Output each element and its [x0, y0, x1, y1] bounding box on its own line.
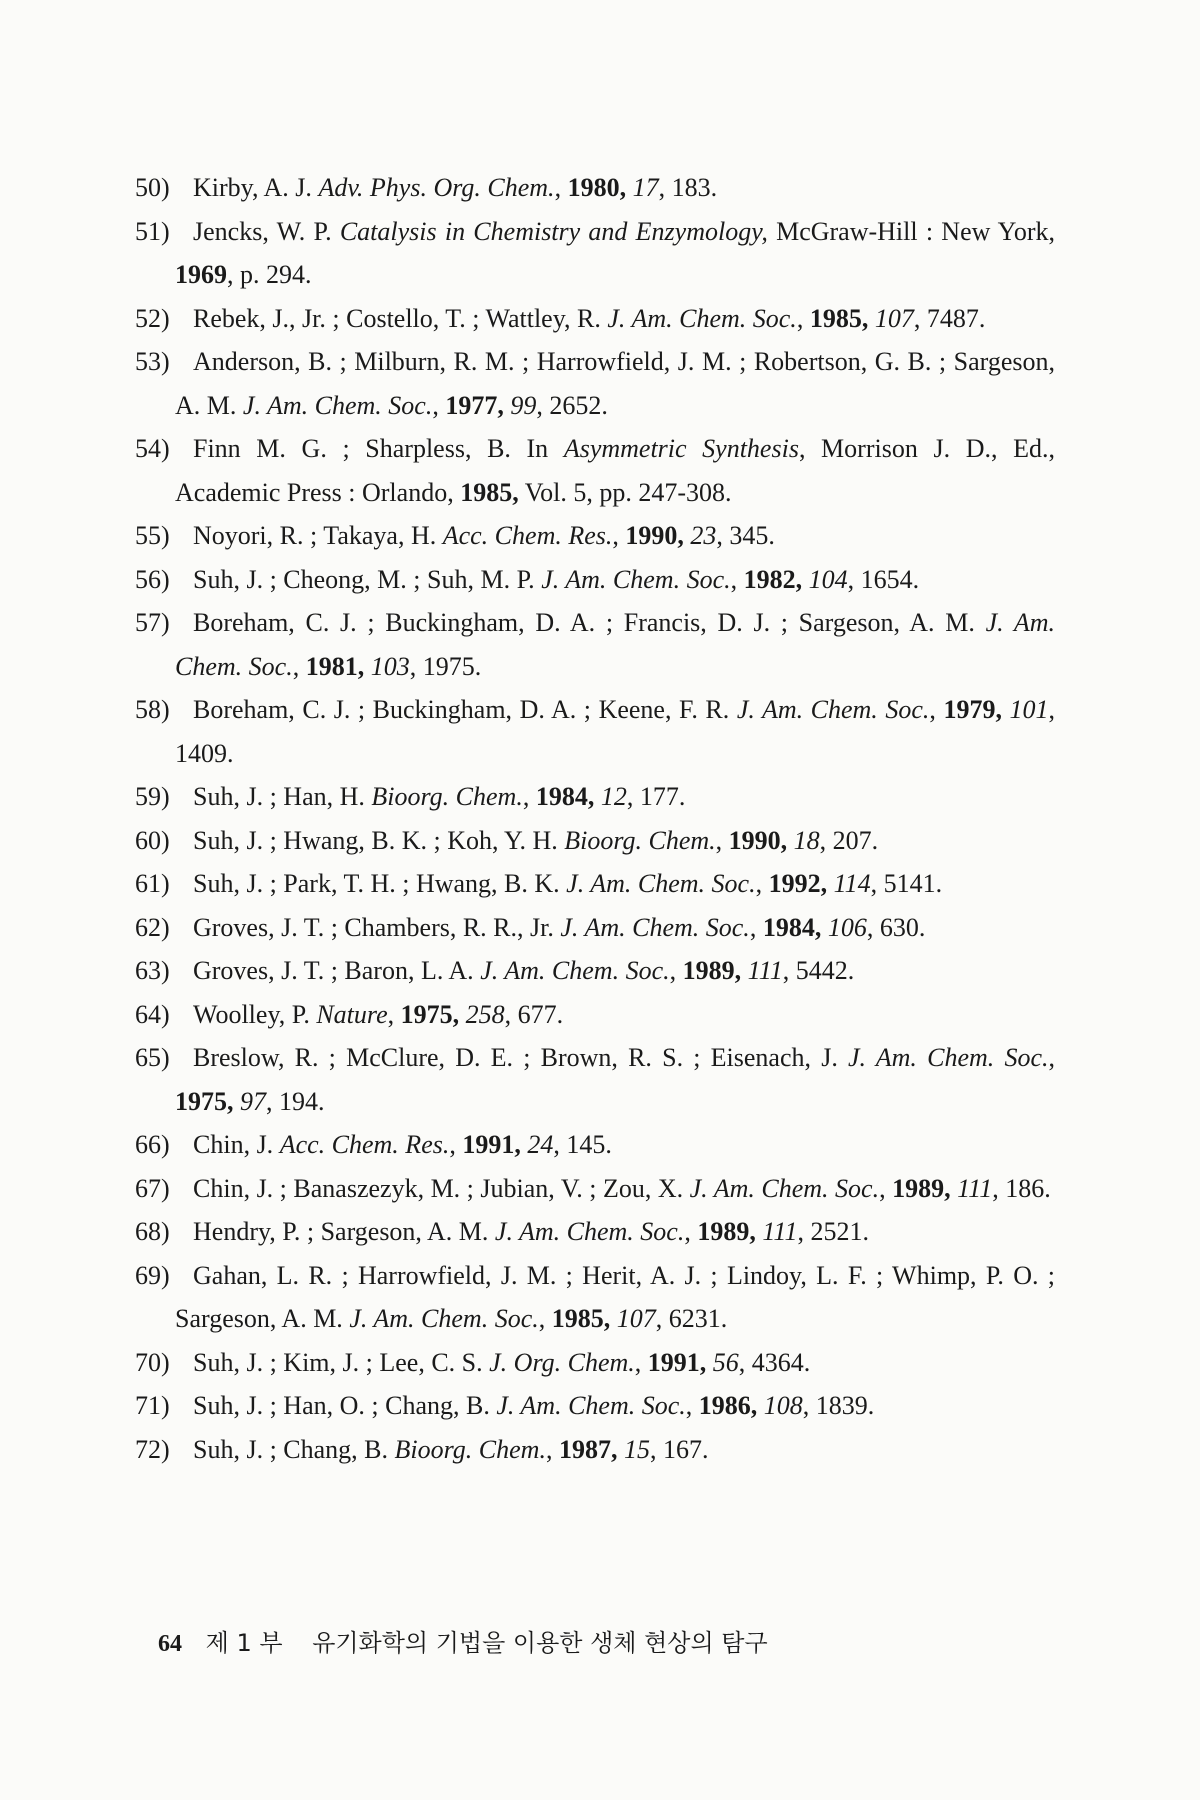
reference-text: , 1409. [175, 695, 1055, 768]
reference-year: 1975, [175, 1086, 234, 1116]
reference-italic-text: J. Am. Chem. Soc. [242, 390, 433, 420]
reference-year: 1984, [535, 782, 595, 811]
reference-italic-text: 12 [594, 782, 627, 811]
reference-italic-text: 15 [617, 1434, 650, 1464]
reference-text: , [449, 1130, 463, 1159]
reference-year: 1985, [551, 1304, 611, 1333]
reference-italic-text: Adv. Phys. Org. Chem. [318, 173, 555, 202]
reference-italic-text: 24 [520, 1130, 554, 1159]
reference-text: Suh, J. ; Han, O. ; Chang, B. [193, 1391, 497, 1420]
reference-text: , p. 294. [227, 260, 312, 289]
reference-number: 62) [135, 912, 170, 942]
reference-italic-text: Catalysis in Chemistry and Enzymology, [339, 216, 768, 246]
reference-text: , 5141. [870, 869, 943, 898]
reference-italic-text: J. Am. Chem. Soc. [689, 1173, 880, 1203]
reference-text: , [554, 173, 568, 202]
reference-text: , 1839. [802, 1391, 875, 1420]
reference-text: , 1654. [847, 564, 920, 594]
reference-italic-text: 106 [821, 912, 867, 942]
reference-italic-text: Bioorg. Chem. [394, 1434, 546, 1464]
reference-text: , [879, 1173, 893, 1203]
reference-text: Boreham, C. J. ; Buckingham, D. A. ; Keene, F. R. [193, 695, 737, 724]
reference-text: , 186. [992, 1173, 1051, 1203]
reference-year: 1977, [445, 390, 504, 420]
reference-italic-text: J. Am. Chem. Soc. [480, 956, 670, 985]
reference-text: , [669, 956, 683, 985]
reference-list [135, 166, 1055, 1471]
reference-number: 72) [135, 1434, 170, 1464]
reference-italic-text: Acc. Chem. Res. [442, 521, 613, 550]
reference-year: 1975, [400, 999, 460, 1029]
reference-italic-text: J. Am. Chem. Soc. [494, 1217, 685, 1246]
reference-item [135, 601, 1055, 688]
reference-text: Hendry, P. ; Sargeson, A. M. [193, 1217, 495, 1246]
reference-text: , 345. [716, 521, 775, 550]
reference-year: 1990, [625, 521, 684, 550]
reference-text: , [387, 999, 401, 1029]
reference-item [135, 514, 1055, 558]
reference-number: 58) [135, 695, 170, 724]
reference-text: , [612, 521, 626, 550]
reference-italic-text: J. Am. Chem. Soc. [541, 564, 731, 594]
reference-year: 1985, [460, 477, 519, 507]
reference-item [135, 340, 1055, 427]
reference-italic-text: 107 [610, 1304, 656, 1333]
reference-text: , 5442. [782, 956, 855, 985]
reference-italic-text: J. Org. Chem. [489, 1347, 635, 1377]
reference-italic-text: 101 [1001, 695, 1049, 724]
reference-text: , [929, 695, 944, 724]
reference-item [135, 1341, 1055, 1385]
reference-year: 1987, [558, 1434, 618, 1464]
page-footer [158, 1628, 768, 1659]
reference-text: , 1975. [409, 651, 482, 681]
reference-text: , [730, 564, 744, 594]
reference-italic-text: Bioorg. Chem. [371, 782, 523, 811]
reference-item [135, 427, 1055, 514]
reference-item [135, 1254, 1055, 1341]
reference-italic-text: Asymmetric Synthesis [563, 434, 799, 463]
reference-text: , [292, 651, 306, 681]
reference-year: 1989, [697, 1217, 756, 1246]
reference-item [135, 775, 1055, 819]
reference-italic-text: J. Am. Chem. Soc. [736, 695, 930, 724]
reference-item [135, 297, 1055, 341]
reference-italic-text: 17 [626, 173, 659, 202]
reference-text: Jencks, W. P. [193, 216, 340, 246]
reference-text: , [538, 1304, 552, 1333]
reference-year: 1969 [175, 260, 227, 289]
reference-text: , [755, 869, 769, 898]
reference-text: Breslow, R. ; McClure, D. E. ; Brown, R. S. ; Eisenach, J. [193, 1043, 849, 1072]
page-number: 64 [158, 1631, 182, 1657]
reference-number: 56) [135, 564, 170, 594]
reference-year: 1981, [305, 651, 365, 681]
reference-italic-text: J. Am. Chem. Soc. [566, 869, 756, 898]
reference-text: Woolley, P. [193, 999, 317, 1029]
reference-text: , 4364. [738, 1347, 811, 1377]
reference-text: , 2521. [797, 1217, 869, 1246]
reference-item [135, 558, 1055, 602]
reference-item [135, 1210, 1055, 1254]
reference-number: 61) [135, 869, 170, 898]
reference-text: Suh, J. ; Hwang, B. K. ; Koh, Y. H. [193, 825, 565, 855]
reference-text: , [685, 1391, 699, 1420]
reference-number: 52) [135, 303, 170, 333]
reference-italic-text: J. Am. Chem. Soc. [560, 912, 750, 942]
reference-number: 50) [135, 173, 170, 202]
reference-text: , 145. [553, 1130, 612, 1159]
reference-year: 1986, [698, 1391, 758, 1420]
reference-number: 53) [135, 347, 170, 376]
reference-italic-text: 97 [233, 1086, 266, 1116]
reference-text: , 194. [266, 1086, 325, 1116]
reference-number: 59) [135, 782, 170, 811]
reference-text: Suh, J. ; Kim, J. ; Lee, C. S. [193, 1347, 490, 1377]
reference-text: , 7487. [913, 303, 986, 333]
reference-text: Suh, J. ; Park, T. H. ; Hwang, B. K. [193, 869, 567, 898]
reference-year: 1980, [567, 173, 627, 202]
reference-text: , Morrison J. D., Ed., Academic Press : Orlando, [175, 434, 1055, 507]
reference-italic-text: Nature [316, 999, 388, 1029]
reference-italic-text: 104 [802, 564, 848, 594]
reference-year: 1990, [728, 825, 788, 855]
reference-italic-text: Acc. Chem. Res. [279, 1130, 450, 1159]
reference-item [135, 210, 1055, 297]
reference-number: 65) [135, 1043, 170, 1072]
reference-year: 1985, [809, 303, 869, 333]
reference-item [135, 1123, 1055, 1167]
reference-number: 55) [135, 521, 170, 550]
reference-italic-text: J. Am. Chem. Soc. [349, 1304, 539, 1333]
reference-text: Gahan, L. R. ; Harrowfield, J. M. ; Herit, A. J. ; Lindoy, L. F. ; Whimp, P. O. ; Sargeson, A. M. [175, 1260, 1055, 1333]
reference-text: Groves, J. T. ; Baron, L. A. [193, 956, 481, 985]
reference-text: , [432, 390, 446, 420]
reference-text: Chin, J. [193, 1130, 280, 1159]
reference-text: Boreham, C. J. ; Buckingham, D. A. ; Francis, D. J. ; Sargeson, A. M. [193, 608, 986, 637]
reference-text: Suh, J. ; Cheong, M. ; Suh, M. P. [193, 564, 542, 594]
reference-item [135, 688, 1055, 775]
reference-text: , [522, 782, 536, 811]
reference-item [135, 819, 1055, 863]
reference-number: 54) [135, 434, 170, 463]
reference-italic-text: J. Am. Chem. Soc. [175, 608, 1055, 681]
reference-italic-text: 111 [741, 956, 783, 985]
reference-year: 1989, [682, 956, 742, 985]
part-label: 제 1 부 [205, 1629, 283, 1657]
reference-text: , [634, 1347, 648, 1377]
reference-italic-text: 23 [683, 521, 717, 550]
reference-text: , [796, 303, 810, 333]
reference-year: 1991, [462, 1130, 521, 1159]
reference-item [135, 949, 1055, 993]
reference-number: 51) [135, 216, 170, 246]
reference-italic-text: 56 [706, 1347, 739, 1377]
reference-italic-text: 108 [757, 1391, 803, 1420]
reference-number: 68) [135, 1217, 170, 1246]
reference-text: Chin, J. ; Banaszezyk, M. ; Jubian, V. ; Zou, X. [193, 1173, 690, 1203]
reference-text: Kirby, A. J. [193, 173, 319, 202]
reference-text: , 677. [504, 999, 564, 1029]
reference-text: Finn M. G. ; Sharpless, B. In [193, 434, 564, 463]
reference-italic-text: 114 [827, 869, 871, 898]
reference-text: McGraw-Hill : New York, [767, 216, 1055, 246]
reference-number: 66) [135, 1130, 170, 1159]
reference-text: , 630. [866, 912, 926, 942]
reference-text: , 167. [649, 1434, 709, 1464]
reference-italic-text: J. Am. Chem. Soc. [848, 1043, 1049, 1072]
reference-year: 1991, [647, 1347, 707, 1377]
reference-item [135, 1428, 1055, 1472]
reference-text: Suh, J. ; Chang, B. [193, 1434, 395, 1464]
reference-italic-text: 103 [364, 651, 410, 681]
reference-text: , 2652. [536, 390, 608, 420]
reference-item [135, 993, 1055, 1037]
reference-year: 1992, [768, 869, 828, 898]
reference-italic-text: 111 [755, 1217, 798, 1246]
reference-number: 71) [135, 1391, 170, 1420]
reference-text: , 177. [626, 782, 686, 811]
reference-text: Groves, J. T. ; Chambers, R. R., Jr. [193, 912, 561, 942]
reference-text: , [715, 825, 729, 855]
reference-number: 70) [135, 1347, 170, 1377]
reference-item [135, 166, 1055, 210]
reference-text: , [684, 1217, 698, 1246]
reference-year: 1982, [743, 564, 803, 594]
reference-text: , 6231. [655, 1304, 728, 1333]
reference-italic-text: J. Am. Chem. Soc. [607, 303, 797, 333]
reference-item [135, 906, 1055, 950]
reference-italic-text: 18 [787, 825, 820, 855]
reference-text: Suh, J. ; Han, H. [193, 782, 372, 811]
reference-item [135, 862, 1055, 906]
reference-year: 1979, [943, 695, 1002, 724]
reference-text: Rebek, J., Jr. ; Costello, T. ; Wattley, R. [193, 303, 608, 333]
reference-italic-text: 258 [459, 999, 505, 1029]
reference-italic-text: J. Am. Chem. Soc. [496, 1391, 686, 1420]
reference-item [135, 1167, 1055, 1211]
reference-text: , 183. [658, 173, 718, 202]
reference-year: 1984, [762, 912, 822, 942]
reference-italic-text: 99 [503, 390, 537, 420]
reference-text: , [545, 1434, 559, 1464]
reference-number: 57) [135, 608, 170, 637]
reference-number: 60) [135, 825, 170, 855]
reference-item [135, 1036, 1055, 1123]
reference-italic-text: 111 [950, 1173, 993, 1203]
reference-number: 69) [135, 1260, 170, 1290]
reference-text: , [1048, 1043, 1055, 1072]
reference-number: 67) [135, 1173, 170, 1203]
reference-text: , [749, 912, 763, 942]
reference-item [135, 1384, 1055, 1428]
reference-year: 1989, [892, 1173, 951, 1203]
reference-number: 63) [135, 956, 170, 985]
reference-italic-text: 107 [868, 303, 914, 333]
reference-number: 64) [135, 999, 170, 1029]
chapter-title: 유기화학의 기법을 이용한 생체 현상의 탐구 [312, 1629, 768, 1657]
reference-italic-text: Bioorg. Chem. [564, 825, 716, 855]
reference-text: Anderson, B. ; Milburn, R. M. ; Harrowfield, J. M. ; Robertson, G. B. ; Sargeson, A. M. [175, 347, 1055, 420]
reference-text: Noyori, R. ; Takaya, H. [193, 521, 443, 550]
reference-text: , 207. [819, 825, 879, 855]
reference-text: Vol. 5, pp. 247-308. [518, 477, 732, 507]
